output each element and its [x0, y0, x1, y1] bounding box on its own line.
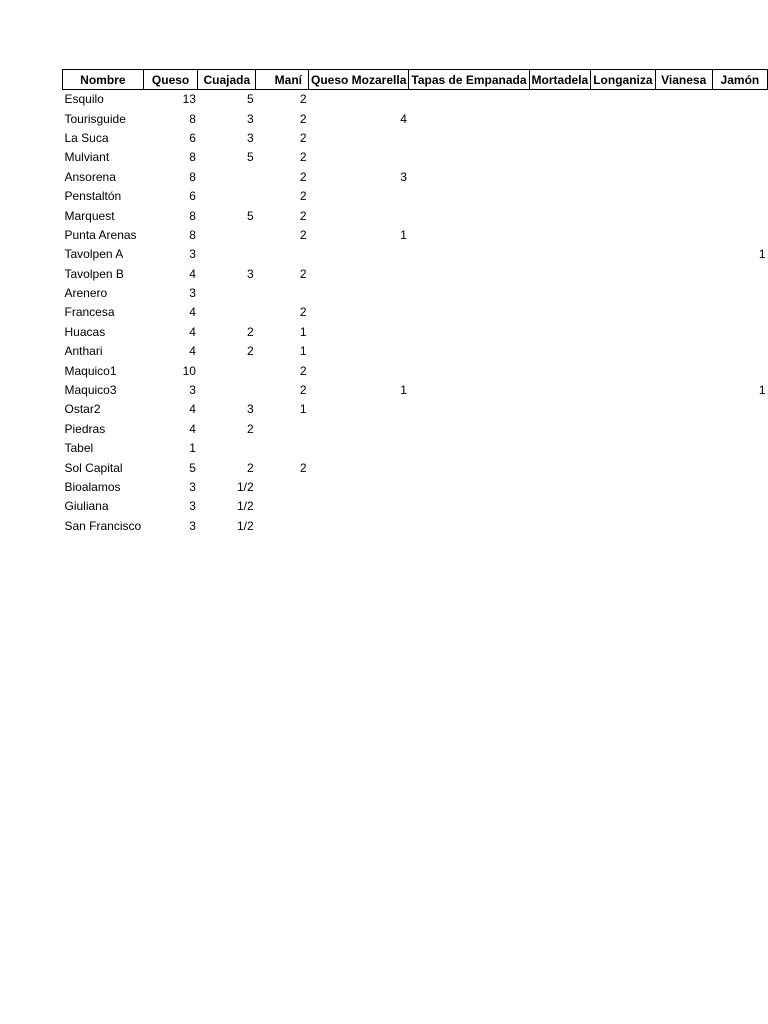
- cell-jamon[interactable]: [712, 420, 767, 439]
- cell-jamon[interactable]: [712, 478, 767, 497]
- cell-tapas-de-empanada[interactable]: [409, 168, 529, 187]
- cell-cuajada[interactable]: 1/2: [236, 499, 254, 514]
- cell-cuajada[interactable]: [198, 187, 256, 206]
- cell-longaniza[interactable]: [591, 458, 655, 477]
- cell-tapas-de-empanada[interactable]: [409, 109, 529, 128]
- cell-queso-mozarella[interactable]: [309, 342, 409, 361]
- cell-vianesa[interactable]: [655, 284, 712, 303]
- cell-queso[interactable]: 4: [189, 324, 196, 339]
- cell-vianesa[interactable]: [655, 478, 712, 497]
- cell-longaniza[interactable]: [591, 148, 655, 167]
- cell-queso-mozarella[interactable]: [309, 478, 409, 497]
- cell-mortadela[interactable]: [529, 497, 591, 516]
- cell-mani[interactable]: 2: [299, 305, 307, 320]
- cell-cuajada[interactable]: 3: [246, 130, 254, 145]
- cell-nombre[interactable]: Ansorena: [64, 169, 116, 184]
- cell-vianesa[interactable]: [655, 420, 712, 439]
- cell-tapas-de-empanada[interactable]: [409, 497, 529, 516]
- header-row: [63, 70, 768, 90]
- table-row: [63, 323, 768, 342]
- cell-mani[interactable]: 2: [299, 383, 307, 398]
- table-row: [63, 148, 768, 167]
- cell-queso[interactable]: 4: [189, 266, 196, 281]
- header-cell-vianesa[interactable]: Vianesa: [655, 70, 712, 90]
- cell-jamon[interactable]: [712, 109, 767, 128]
- cell-nombre[interactable]: Huacas: [64, 324, 106, 339]
- cell-tapas-de-empanada[interactable]: [409, 284, 529, 303]
- cell-cuajada[interactable]: 1/2: [236, 518, 254, 533]
- cell-cuajada[interactable]: 2: [246, 460, 254, 475]
- cell-nombre[interactable]: Ostar2: [64, 402, 101, 417]
- cell-cuajada[interactable]: 3: [246, 111, 254, 126]
- cell-queso-mozarella[interactable]: [309, 303, 409, 322]
- table-row: [63, 168, 768, 187]
- cell-tapas-de-empanada[interactable]: [409, 458, 529, 477]
- cell-longaniza[interactable]: [591, 361, 655, 380]
- cell-queso-mozarella[interactable]: [309, 187, 409, 206]
- cell-mani[interactable]: 2: [299, 111, 307, 126]
- cell-vianesa[interactable]: [655, 517, 712, 536]
- table-row: [63, 458, 768, 477]
- cell-mortadela[interactable]: [529, 458, 591, 477]
- cell-vianesa[interactable]: [655, 109, 712, 128]
- cell-cuajada[interactable]: [198, 361, 256, 380]
- cell-cuajada[interactable]: 2: [246, 421, 254, 436]
- cell-mani[interactable]: [256, 245, 309, 264]
- cell-queso[interactable]: 3: [189, 383, 196, 398]
- cell-mani[interactable]: 2: [299, 227, 307, 242]
- cell-nombre[interactable]: Maquico1: [64, 363, 117, 378]
- cell-longaniza[interactable]: [591, 342, 655, 361]
- cell-mani[interactable]: 2: [299, 460, 307, 475]
- cell-longaniza[interactable]: [591, 206, 655, 225]
- cell-jamon[interactable]: [712, 458, 767, 477]
- cell-longaniza[interactable]: [591, 323, 655, 342]
- cell-mortadela[interactable]: [529, 303, 591, 322]
- cell-jamon[interactable]: [712, 206, 767, 225]
- header-cell-queso[interactable]: Queso: [143, 70, 198, 90]
- cell-jamon[interactable]: [712, 497, 767, 516]
- cell-tapas-de-empanada[interactable]: [409, 381, 529, 400]
- cell-queso[interactable]: 8: [189, 111, 196, 126]
- cell-tapas-de-empanada[interactable]: [409, 400, 529, 419]
- cell-cuajada[interactable]: [198, 381, 256, 400]
- table-row: [63, 303, 768, 322]
- table-row: [63, 497, 768, 516]
- cell-jamon[interactable]: 1: [758, 383, 766, 398]
- cell-nombre[interactable]: Esquilo: [64, 92, 104, 107]
- cell-cuajada[interactable]: [198, 168, 256, 187]
- cell-tapas-de-empanada[interactable]: [409, 303, 529, 322]
- cell-queso-mozarella[interactable]: 3: [400, 169, 407, 184]
- cell-longaniza[interactable]: [591, 129, 655, 148]
- cell-mortadela[interactable]: [529, 517, 591, 536]
- table-row: [63, 245, 768, 264]
- cell-queso[interactable]: 3: [189, 499, 196, 514]
- cell-queso[interactable]: 3: [189, 247, 196, 262]
- cell-cuajada[interactable]: [198, 439, 256, 458]
- cell-queso[interactable]: 4: [189, 305, 196, 320]
- cell-queso-mozarella[interactable]: [309, 284, 409, 303]
- cell-longaniza[interactable]: [591, 478, 655, 497]
- cell-vianesa[interactable]: [655, 458, 712, 477]
- cell-mani[interactable]: [256, 497, 309, 516]
- cell-mani[interactable]: 2: [299, 150, 307, 165]
- cell-tapas-de-empanada[interactable]: [409, 323, 529, 342]
- cell-tapas-de-empanada[interactable]: [409, 148, 529, 167]
- cell-nombre[interactable]: Tavolpen A: [64, 247, 124, 262]
- cell-cuajada[interactable]: 3: [246, 266, 254, 281]
- cell-queso-mozarella[interactable]: [309, 400, 409, 419]
- header-cell-jamon[interactable]: Jamón: [712, 70, 767, 90]
- cell-queso[interactable]: 10: [182, 363, 196, 378]
- table-row: [63, 226, 768, 245]
- cell-cuajada[interactable]: [198, 245, 256, 264]
- cell-tapas-de-empanada[interactable]: [409, 265, 529, 284]
- cell-cuajada[interactable]: 5: [246, 150, 254, 165]
- cell-queso[interactable]: 4: [189, 344, 196, 359]
- cell-cuajada[interactable]: [198, 226, 256, 245]
- cell-mortadela[interactable]: [529, 148, 591, 167]
- cell-queso-mozarella[interactable]: [309, 323, 409, 342]
- cell-queso-mozarella[interactable]: [309, 206, 409, 225]
- cell-vianesa[interactable]: [655, 226, 712, 245]
- cell-mani[interactable]: 2: [299, 92, 307, 107]
- cell-vianesa[interactable]: [655, 497, 712, 516]
- cell-mortadela[interactable]: [529, 342, 591, 361]
- cell-nombre[interactable]: La Suca: [64, 130, 109, 145]
- cell-mani[interactable]: [256, 439, 309, 458]
- cell-queso-mozarella[interactable]: [309, 265, 409, 284]
- cell-tapas-de-empanada[interactable]: [409, 129, 529, 148]
- cell-queso-mozarella[interactable]: [309, 497, 409, 516]
- cell-vianesa[interactable]: [655, 439, 712, 458]
- cell-tapas-de-empanada[interactable]: [409, 361, 529, 380]
- cell-nombre[interactable]: Punta Arenas: [64, 227, 137, 242]
- cell-longaniza[interactable]: [591, 439, 655, 458]
- cell-queso[interactable]: 8: [189, 150, 196, 165]
- cell-longaniza[interactable]: [591, 265, 655, 284]
- cell-jamon[interactable]: [712, 361, 767, 380]
- cell-mortadela[interactable]: [529, 400, 591, 419]
- table-row: [63, 420, 768, 439]
- cell-tapas-de-empanada[interactable]: [409, 478, 529, 497]
- table-row: [63, 478, 768, 497]
- cell-mortadela[interactable]: [529, 420, 591, 439]
- cell-longaniza[interactable]: [591, 284, 655, 303]
- cell-mortadela[interactable]: [529, 90, 591, 110]
- cell-queso-mozarella[interactable]: [309, 420, 409, 439]
- cell-queso-mozarella[interactable]: 1: [400, 227, 407, 242]
- cell-mani[interactable]: 2: [299, 189, 307, 204]
- cell-vianesa[interactable]: [655, 400, 712, 419]
- cell-mortadela[interactable]: [529, 361, 591, 380]
- cell-queso[interactable]: 8: [189, 169, 196, 184]
- header-cell-tapas-de-empanada[interactable]: Tapas de Empanada: [409, 70, 529, 90]
- cell-longaniza[interactable]: [591, 226, 655, 245]
- header-cell-nombre[interactable]: Nombre: [63, 70, 144, 90]
- cell-longaniza[interactable]: [591, 303, 655, 322]
- cell-vianesa[interactable]: [655, 361, 712, 380]
- cell-mani[interactable]: 2: [299, 266, 307, 281]
- cell-mani[interactable]: 1: [299, 324, 307, 339]
- cell-jamon[interactable]: [712, 226, 767, 245]
- cell-mortadela[interactable]: [529, 226, 591, 245]
- cell-queso[interactable]: 3: [189, 518, 196, 533]
- cell-longaniza[interactable]: [591, 109, 655, 128]
- cell-queso[interactable]: 1: [189, 441, 196, 456]
- cell-vianesa[interactable]: [655, 381, 712, 400]
- cell-longaniza[interactable]: [591, 517, 655, 536]
- cell-mortadela[interactable]: [529, 323, 591, 342]
- cell-nombre[interactable]: Tourisguide: [64, 111, 126, 126]
- table-row: [63, 187, 768, 206]
- header-cell-mortadela[interactable]: Mortadela: [529, 70, 591, 90]
- table-row: [63, 517, 768, 536]
- cell-mortadela[interactable]: [529, 478, 591, 497]
- cell-queso[interactable]: 6: [189, 189, 196, 204]
- cell-mortadela[interactable]: [529, 109, 591, 128]
- cell-queso-mozarella[interactable]: [309, 361, 409, 380]
- cell-mani[interactable]: [256, 284, 309, 303]
- cell-jamon[interactable]: [712, 342, 767, 361]
- table-row: [63, 342, 768, 361]
- cell-queso-mozarella[interactable]: [309, 439, 409, 458]
- cell-nombre[interactable]: Tabel: [64, 441, 94, 456]
- cell-nombre[interactable]: Anthari: [64, 344, 103, 359]
- cell-nombre[interactable]: Tavolpen B: [64, 266, 124, 281]
- cell-jamon[interactable]: [712, 90, 767, 110]
- table-row: [63, 284, 768, 303]
- cell-jamon[interactable]: [712, 129, 767, 148]
- table-row: [63, 206, 768, 225]
- cell-jamon[interactable]: [712, 517, 767, 536]
- cell-mortadela[interactable]: [529, 284, 591, 303]
- cell-nombre[interactable]: Francesa: [64, 305, 115, 320]
- cell-jamon[interactable]: [712, 265, 767, 284]
- cell-cuajada[interactable]: [198, 303, 256, 322]
- cell-cuajada[interactable]: 2: [246, 344, 254, 359]
- cell-tapas-de-empanada[interactable]: [409, 187, 529, 206]
- header-cell-mani[interactable]: Maní: [256, 70, 309, 90]
- cell-jamon[interactable]: 1: [758, 247, 766, 262]
- cell-jamon[interactable]: [712, 303, 767, 322]
- cell-queso[interactable]: 4: [189, 402, 196, 417]
- cell-queso[interactable]: 13: [182, 92, 196, 107]
- cell-jamon[interactable]: [712, 148, 767, 167]
- cell-tapas-de-empanada[interactable]: [409, 420, 529, 439]
- cell-mani[interactable]: [256, 478, 309, 497]
- cell-cuajada[interactable]: 1/2: [236, 480, 254, 494]
- cell-nombre[interactable]: Giuliana: [64, 499, 109, 514]
- cell-jamon[interactable]: [712, 168, 767, 187]
- cell-vianesa[interactable]: [655, 148, 712, 167]
- table-row: [63, 90, 768, 110]
- cell-longaniza[interactable]: [591, 497, 655, 516]
- cell-cuajada[interactable]: 5: [246, 92, 254, 107]
- cell-cuajada[interactable]: [198, 284, 256, 303]
- cell-vianesa[interactable]: [655, 245, 712, 264]
- cell-queso-mozarella[interactable]: 1: [400, 383, 407, 398]
- cell-jamon[interactable]: [712, 400, 767, 419]
- table-row: [63, 381, 768, 400]
- cell-nombre[interactable]: Bioalamos: [64, 480, 121, 494]
- cell-mani[interactable]: [256, 420, 309, 439]
- cell-queso-mozarella[interactable]: [309, 458, 409, 477]
- cell-mortadela[interactable]: [529, 381, 591, 400]
- cell-queso[interactable]: 6: [189, 130, 196, 145]
- table-row: [63, 400, 768, 419]
- cell-cuajada[interactable]: 5: [246, 208, 254, 223]
- table-row: [63, 129, 768, 148]
- cell-mani[interactable]: 1: [299, 402, 307, 417]
- cell-tapas-de-empanada[interactable]: [409, 342, 529, 361]
- header-cell-queso-mozarella[interactable]: Queso Mozarella: [309, 70, 409, 90]
- cell-queso[interactable]: 8: [189, 208, 196, 223]
- cell-mani[interactable]: [256, 517, 309, 536]
- cell-tapas-de-empanada[interactable]: [409, 439, 529, 458]
- cell-tapas-de-empanada[interactable]: [409, 90, 529, 110]
- cell-longaniza[interactable]: [591, 187, 655, 206]
- cell-mortadela[interactable]: [529, 187, 591, 206]
- cell-mortadela[interactable]: [529, 206, 591, 225]
- cell-queso-mozarella[interactable]: 4: [400, 111, 407, 126]
- cell-queso[interactable]: 3: [189, 286, 196, 301]
- cell-queso[interactable]: 8: [189, 227, 196, 242]
- cell-vianesa[interactable]: [655, 323, 712, 342]
- cell-mani[interactable]: 2: [299, 363, 307, 378]
- cell-mani[interactable]: 2: [299, 130, 307, 145]
- cell-vianesa[interactable]: [655, 90, 712, 110]
- cell-longaniza[interactable]: [591, 420, 655, 439]
- cell-vianesa[interactable]: [655, 265, 712, 284]
- cell-queso-mozarella[interactable]: [309, 129, 409, 148]
- cell-longaniza[interactable]: [591, 400, 655, 419]
- cell-mortadela[interactable]: [529, 265, 591, 284]
- cell-vianesa[interactable]: [655, 303, 712, 322]
- data-table: [62, 69, 768, 536]
- cell-nombre[interactable]: Arenero: [64, 286, 108, 301]
- cell-tapas-de-empanada[interactable]: [409, 517, 529, 536]
- table-row: [63, 361, 768, 380]
- table-row: [63, 109, 768, 128]
- cell-queso-mozarella[interactable]: [309, 148, 409, 167]
- cell-tapas-de-empanada[interactable]: [409, 206, 529, 225]
- cell-nombre[interactable]: Mulviant: [64, 150, 110, 165]
- cell-jamon[interactable]: [712, 284, 767, 303]
- cell-queso-mozarella[interactable]: [309, 517, 409, 536]
- cell-queso[interactable]: 5: [189, 460, 196, 475]
- cell-mortadela[interactable]: [529, 439, 591, 458]
- table-row: [63, 265, 768, 284]
- cell-mani[interactable]: 2: [299, 169, 307, 184]
- cell-nombre[interactable]: San Francisco: [64, 518, 142, 533]
- cell-vianesa[interactable]: [655, 168, 712, 187]
- cell-nombre[interactable]: Penstaltón: [64, 189, 122, 204]
- cell-jamon[interactable]: [712, 323, 767, 342]
- cell-nombre[interactable]: Maquico3: [64, 383, 117, 398]
- cell-jamon[interactable]: [712, 439, 767, 458]
- cell-nombre[interactable]: Sol Capital: [64, 460, 123, 475]
- cell-tapas-de-empanada[interactable]: [409, 245, 529, 264]
- cell-vianesa[interactable]: [655, 187, 712, 206]
- cell-mortadela[interactable]: [529, 129, 591, 148]
- cell-longaniza[interactable]: [591, 168, 655, 187]
- cell-longaniza[interactable]: [591, 245, 655, 264]
- spreadsheet: [62, 69, 768, 536]
- table-row: [63, 439, 768, 458]
- cell-queso-mozarella[interactable]: [309, 245, 409, 264]
- cell-mani[interactable]: 2: [299, 208, 307, 223]
- cell-cuajada[interactable]: 2: [246, 324, 254, 339]
- cell-cuajada[interactable]: 3: [246, 402, 254, 417]
- cell-nombre[interactable]: Marquest: [64, 208, 115, 223]
- cell-tapas-de-empanada[interactable]: [409, 226, 529, 245]
- cell-longaniza[interactable]: [591, 381, 655, 400]
- table-body: [63, 90, 768, 536]
- header-cell-cuajada[interactable]: Cuajada: [198, 70, 256, 90]
- cell-queso[interactable]: 4: [189, 421, 196, 436]
- cell-queso-mozarella[interactable]: [309, 90, 409, 110]
- cell-mortadela[interactable]: [529, 168, 591, 187]
- cell-mortadela[interactable]: [529, 245, 591, 264]
- cell-vianesa[interactable]: [655, 206, 712, 225]
- cell-vianesa[interactable]: [655, 342, 712, 361]
- cell-queso[interactable]: 3: [189, 480, 196, 494]
- cell-vianesa[interactable]: [655, 129, 712, 148]
- header-cell-longaniza[interactable]: Longaniza: [591, 70, 655, 90]
- cell-nombre[interactable]: Piedras: [64, 421, 106, 436]
- cell-longaniza[interactable]: [591, 90, 655, 110]
- cell-mani[interactable]: 1: [299, 344, 307, 359]
- cell-jamon[interactable]: [712, 187, 767, 206]
